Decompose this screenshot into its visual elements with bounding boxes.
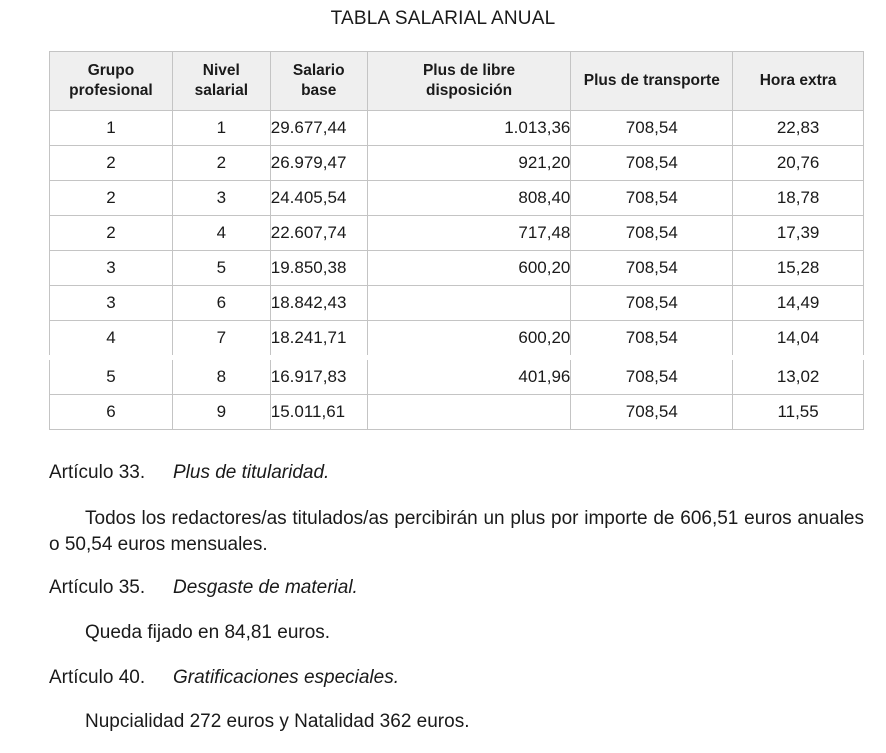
cell-grupo: 4: [50, 321, 173, 358]
cell-plus-transporte: 708,54: [571, 321, 733, 358]
cell-hora-extra: 22,83: [733, 111, 864, 146]
table-row: [50, 395, 864, 430]
header-plus-transporte: Plus de transporte: [571, 52, 733, 111]
cell-nivel: 7: [172, 321, 270, 358]
cell-plus-libre: 921,20: [367, 146, 571, 181]
cell-plus-transporte: 708,54: [571, 358, 733, 395]
article-title: Gratificaciones especiales.: [173, 667, 399, 688]
cell-plus-libre: 1.013,36: [367, 111, 571, 146]
cell-nivel: 6: [172, 286, 270, 321]
cell-hora-extra: 17,39: [733, 216, 864, 251]
salary-table: [49, 51, 864, 430]
article-number: Artículo 35.: [49, 577, 146, 598]
cell-plus-libre: 401,96: [367, 358, 571, 395]
table-header-row: [50, 52, 864, 111]
article-35-heading: [49, 577, 358, 599]
cell-salario-base: 19.850,38: [270, 251, 367, 286]
article-35-text: Queda fijado en 84,81 euros.: [85, 622, 331, 643]
cell-plus-libre: [367, 395, 571, 430]
cell-plus-libre: 717,48: [367, 216, 571, 251]
cell-nivel: 8: [172, 358, 270, 395]
cell-hora-extra: 18,78: [733, 181, 864, 216]
cell-grupo: 2: [50, 181, 173, 216]
cell-hora-extra: 15,28: [733, 251, 864, 286]
cell-plus-libre: 600,20: [367, 251, 571, 286]
article-number: Artículo 33.: [49, 462, 146, 483]
cell-salario-base: 18.842,43: [270, 286, 367, 321]
cell-plus-transporte: 708,54: [571, 146, 733, 181]
table-row: [50, 181, 864, 216]
cell-salario-base: 24.405,54: [270, 181, 367, 216]
cell-nivel: 5: [172, 251, 270, 286]
cell-plus-libre: 600,20: [367, 321, 571, 358]
cell-grupo: 2: [50, 216, 173, 251]
cell-nivel: 9: [172, 395, 270, 430]
cell-salario-base: 18.241,71: [270, 321, 367, 358]
table-body: [50, 111, 864, 430]
header-grupo-profesional: Grupo profesional: [50, 52, 173, 111]
cell-grupo: 2: [50, 146, 173, 181]
table-row: [50, 216, 864, 251]
cell-plus-libre: [367, 286, 571, 321]
cell-salario-base: 16.917,83: [270, 358, 367, 395]
cell-nivel: 2: [172, 146, 270, 181]
cell-grupo: 5: [50, 358, 173, 395]
cell-hora-extra: 11,55: [733, 395, 864, 430]
article-40-heading: [49, 667, 399, 689]
table-row: [50, 321, 864, 358]
cell-grupo: 3: [50, 251, 173, 286]
article-40-text: Nupcialidad 272 euros y Natalidad 362 euros.: [85, 711, 470, 732]
header-salario-base: Salario base: [270, 52, 367, 111]
table-title: TABLA SALARIAL ANUAL: [330, 8, 556, 29]
cell-nivel: 4: [172, 216, 270, 251]
header-plus-libre-disposicion: Plus de libre disposición: [367, 52, 571, 111]
article-title: Plus de titularidad.: [173, 462, 330, 483]
cell-grupo: 6: [50, 395, 173, 430]
article-number: Artículo 40.: [49, 667, 146, 688]
table-row: [50, 251, 864, 286]
cell-plus-transporte: 708,54: [571, 395, 733, 430]
table-row: [50, 286, 864, 321]
cell-salario-base: 22.607,74: [270, 216, 367, 251]
header-hora-extra: Hora extra: [733, 52, 864, 111]
cell-nivel: 3: [172, 181, 270, 216]
cell-salario-base: 15.011,61: [270, 395, 367, 430]
cell-plus-libre: 808,40: [367, 181, 571, 216]
cell-plus-transporte: 708,54: [571, 251, 733, 286]
cell-hora-extra: 20,76: [733, 146, 864, 181]
table-row: [50, 358, 864, 395]
cell-plus-transporte: 708,54: [571, 111, 733, 146]
cell-grupo: 1: [50, 111, 173, 146]
article-33-heading: [49, 462, 329, 484]
article-33-text: Todos los redactores/as titulados/as percibirán un plus por importe de 606,51 euros anuales o 50,54 euros mensuales.: [49, 508, 864, 555]
cell-plus-transporte: 708,54: [571, 286, 733, 321]
cell-grupo: 3: [50, 286, 173, 321]
cell-nivel: 1: [172, 111, 270, 146]
header-nivel-salarial: Nivel salarial: [172, 52, 270, 111]
cell-salario-base: 26.979,47: [270, 146, 367, 181]
cell-plus-transporte: 708,54: [571, 181, 733, 216]
cell-salario-base: 29.677,44: [270, 111, 367, 146]
cell-hora-extra: 14,49: [733, 286, 864, 321]
cell-hora-extra: 13,02: [733, 358, 864, 395]
table-row: [50, 111, 864, 146]
cell-plus-transporte: 708,54: [571, 216, 733, 251]
cell-hora-extra: 14,04: [733, 321, 864, 358]
table-row: [50, 146, 864, 181]
article-title: Desgaste de material.: [173, 577, 358, 598]
